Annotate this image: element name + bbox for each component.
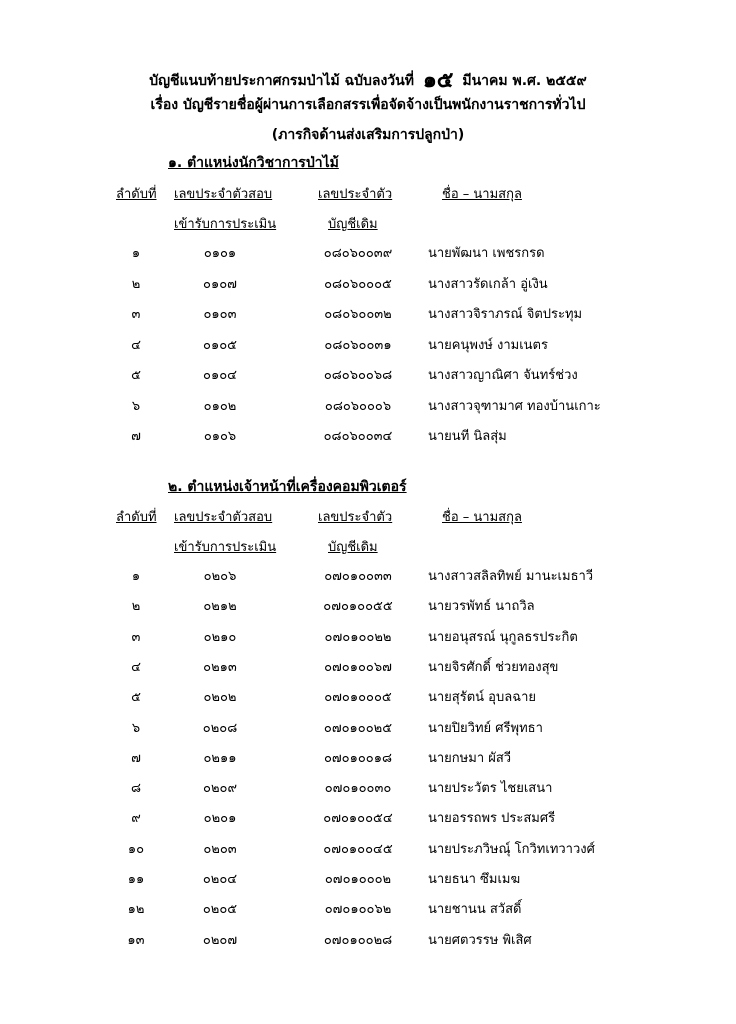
person-name: นายปิยวิทย์ ศรีพุทธา [428,720,543,736]
section-title: ๒. ตำแหน่งเจ้าหน้าที่เครื่องคอมพิวเตอร์ [168,479,407,495]
person-name: นางสาวจิราภรณ์ จิตประทุม [428,307,583,322]
exam-id: ๐๑๐๓ [203,307,237,322]
row-number: ๖ [131,398,141,414]
person-name: นายประวัตร ไชยเสนา [428,781,553,797]
account-id: ๐๗๐๑๐๐๖๗ [324,659,392,675]
col-account-header: เลขประจำตัว [318,187,393,202]
table-row [0,303,736,325]
row-number: ๓ [131,307,141,322]
row-number: ๒ [131,276,141,292]
table-row [0,395,736,417]
row-number: ๑๐ [127,841,145,857]
account-id: ๐๗๐๑๐๐๓๐ [324,781,392,797]
row-number: ๕ [131,368,141,383]
row-number: ๖ [131,720,141,736]
account-id: ๐๗๐๑๐๐๒๕ [323,720,393,736]
col-exam-header-2: เข้ารับการประเมิน [174,217,277,232]
account-id: ๐๗๐๑๐๐๖๒ [324,902,392,918]
account-id: ๐๘๐๖๐๐๓๒ [324,307,392,322]
person-name: นายคนุพงษ์ งามเนตร [428,337,548,353]
exam-id: ๐๒๑๐ [203,629,237,645]
exam-id: ๐๒๐๙ [203,781,237,797]
table-row [0,656,736,678]
table-row [0,807,736,829]
person-name: นางสาวญาณิศา จันทร์ช่วง [428,368,578,383]
row-number: ๑๓ [127,932,145,948]
account-id: ๐๗๐๑๐๐๕๕ [323,599,393,615]
person-name: นายธนา ซึมเมฆ [428,872,521,887]
col-exam-header-2: เข้ารับการประเมิน [174,540,277,555]
person-name: นายศตวรรษ พิเสิศ [428,932,532,948]
col-account-header-2: บัญชีเดิม [328,540,378,555]
table-row [0,242,736,264]
table-row [0,364,736,386]
person-name: นายวรพัทธ์ นาถวิล [428,599,535,615]
person-name: นางสาวรัดเกล้า อู่เงิน [428,276,548,292]
col-no-header: ลำดับที่ [116,187,157,202]
row-number: ๕ [131,690,141,706]
person-name: นายพัฒนา เพชรกรด [428,246,545,261]
account-id: ๐๗๐๑๐๐๒๒ [324,629,392,645]
row-number: ๔ [131,659,141,675]
exam-id: ๐๒๐๔ [202,872,238,887]
col-exam-header: เลขประจำตัวสอบ [174,187,273,202]
account-id: ๐๗๐๑๐๐๔๕ [323,841,393,857]
row-number: ๗ [131,429,141,444]
table-row [0,777,736,799]
exam-id: ๐๒๐๗ [202,932,238,948]
person-name: นายจิรศักดิ์ ช่วยทองสุข [428,659,559,675]
exam-id: ๐๒๐๓ [203,841,237,857]
exam-id: ๐๒๐๕ [202,902,238,918]
exam-id: ๐๒๐๘ [202,720,238,736]
col-name-header: ชื่อ – นามสกุล [442,510,522,525]
col-no-header: ลำดับที่ [116,510,157,525]
table-row [0,747,736,769]
row-number: ๑๒ [127,902,145,918]
account-id: ๐๗๐๑๐๐๓๓ [324,569,392,584]
exam-id: ๐๑๐๔ [203,368,237,383]
exam-id: ๐๑๐๖ [203,429,237,444]
account-id: ๐๗๐๑๐๐๒๘ [323,932,393,948]
exam-id: ๐๑๐๑ [203,246,237,261]
person-name: นางสาวจุฑามาศ ทองบ้านเกาะ [428,398,601,414]
col-account-header-2: บัญชีเดิม [328,217,378,232]
account-id: ๐๘๐๖๐๐๓๙ [323,246,393,261]
table-row [0,898,736,920]
exam-id: ๐๒๑๑ [203,750,237,766]
person-name: นายประภวิษณุ์ โกวิทเทวาวงศ์ [428,841,595,857]
person-name: นายสุรัตน์ อุบลฉาย [428,690,536,706]
person-name: นายชานน สวัสดิ์ [428,902,522,918]
account-id: ๐๘๐๖๐๐๓๑ [324,337,392,353]
header-line-3: (ภารกิจด้านส่งเสริมการปลูกป่า) [271,127,465,143]
row-number: ๒ [131,599,141,615]
table-row [0,686,736,708]
table-row [0,626,736,648]
account-id: ๐๗๐๑๐๐๑๘ [323,750,393,766]
exam-id: ๐๑๐๗ [203,276,237,292]
header-day: ๑๕ [422,68,454,93]
account-id: ๐๗๐๑๐๐๕๔ [323,811,393,827]
table-row [0,273,736,295]
account-id: ๐๗๐๑๐๐๐๕ [324,690,392,706]
row-number: ๑ [131,246,141,261]
table-row [0,929,736,951]
section-title: ๑. ตำแหน่งนักวิชาการป่าไม้ [168,155,339,171]
exam-id: ๐๒๐๒ [203,690,237,706]
account-id: ๐๘๐๖๐๐๐๖ [324,398,392,414]
table-row [0,425,736,447]
exam-id: ๐๒๑๓ [203,659,237,675]
exam-id: ๐๒๑๒ [203,599,237,615]
exam-id: ๐๒๐๑ [203,811,237,827]
person-name: นายอรรถพร ประสมศรี [428,811,556,827]
row-number: ๙ [131,811,141,827]
account-id: ๐๘๐๖๐๐๓๔ [323,429,393,444]
header-line-1 [0,62,736,97]
table-row [0,868,736,890]
row-number: ๑๑ [127,872,145,887]
header-line-1-post: มีนาคม พ.ศ. ๒๕๕๙ [462,73,587,89]
header-line-2: เรื่อง บัญชีรายชื่อผู้ผ่านการเลือกสรรเพื่อจัดจ้างเป็นพนักงานราชการทั่วไป [150,97,586,113]
account-id: ๐๘๐๖๐๐๐๕ [324,276,392,292]
col-account-header: เลขประจำตัว [318,510,393,525]
col-name-header: ชื่อ – นามสกุล [442,187,522,202]
col-exam-header: เลขประจำตัวสอบ [174,510,273,525]
account-id: ๐๘๐๖๐๐๖๘ [323,368,393,383]
person-name: นายอนุสรณ์ นุกูลธรประกิต [428,629,578,645]
person-name: นายกษมา ผัสวี [428,750,512,766]
header-line-1-pre: บัญชีแนบท้ายประกาศกรมป่าไม้ ฉบับลงวันที่ [149,73,414,89]
table-row [0,565,736,587]
row-number: ๔ [131,337,141,353]
exam-id: ๐๑๐๕ [203,337,237,353]
row-number: ๗ [131,750,141,766]
exam-id: ๐๑๐๒ [203,398,237,414]
row-number: ๓ [131,629,141,645]
row-number: ๑ [131,569,141,584]
table-row [0,838,736,860]
person-name: นายนที นิลสุ่ม [428,429,507,444]
table-row [0,717,736,739]
table-row [0,595,736,617]
person-name: นางสาวสลิลทิพย์ มานะเมธาวี [428,569,594,584]
table-row [0,334,736,356]
account-id: ๐๗๐๑๐๐๐๒ [324,872,392,887]
exam-id: ๐๒๐๖ [203,569,237,584]
row-number: ๘ [130,781,142,797]
